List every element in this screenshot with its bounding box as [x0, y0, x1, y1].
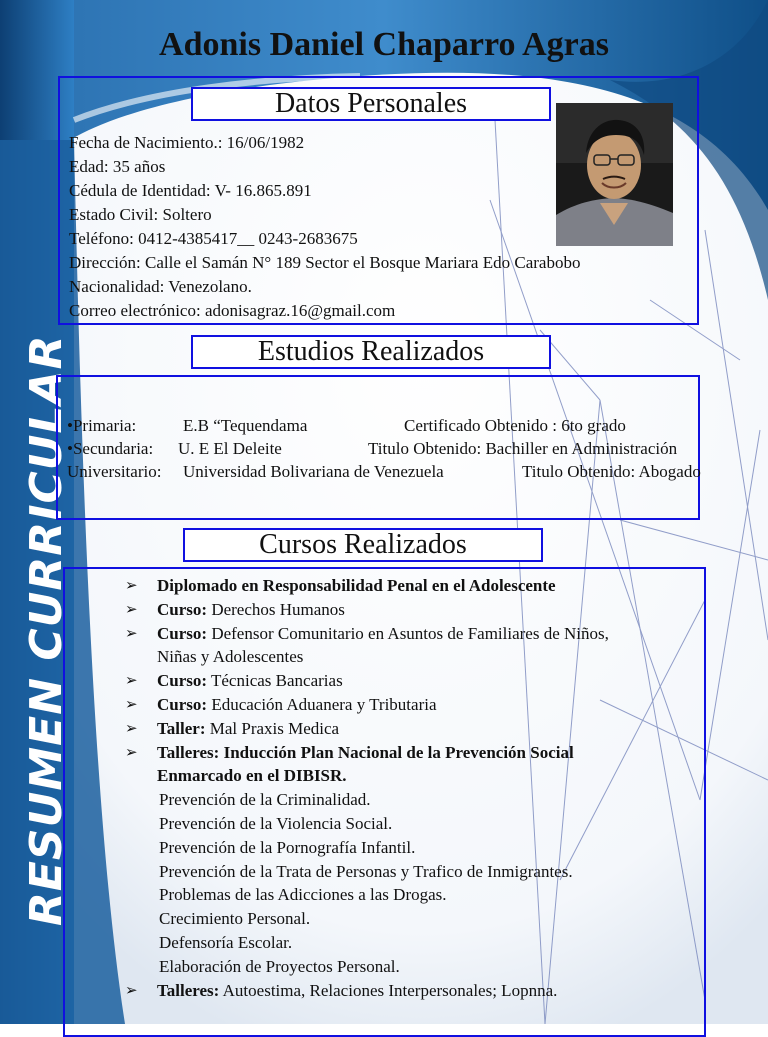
nationality: Nacionalidad: Venezolano.: [69, 277, 252, 296]
id-card: Cédula de Identidad: V- 16.865.891: [69, 181, 312, 200]
arrow-bullet-icon: ➢: [125, 980, 138, 999]
topic-item: Elaboración de Proyectos Personal.: [159, 956, 400, 976]
profile-photo: [556, 103, 673, 246]
list-item: ➢ Talleres: Inducción Plan Nacional de la Prevención Social Enmarcado en el DIBISR.: [125, 742, 574, 786]
topic-item: Prevención de la Criminalidad.: [159, 790, 371, 810]
email: Correo electrónico: adonisagraz.16@gmail.com: [69, 301, 396, 320]
arrow-bullet-icon: ➢: [125, 718, 138, 737]
list-item: ➢ Curso: Educación Aduanera y Tributaria: [125, 693, 609, 717]
civil-status: Estado Civil: Soltero: [69, 205, 212, 224]
arrow-bullet-icon: ➢: [125, 694, 138, 713]
list-item: ➢ Taller: Mal Praxis Medica: [125, 717, 609, 741]
studies-header: Estudios Realizados: [191, 335, 551, 369]
list-item: ➢ Diplomado en Responsabilidad Penal en el Adolescente: [125, 574, 609, 598]
personal-data-list: [69, 131, 580, 323]
study-level: •Secundaria:: [67, 439, 154, 458]
list-item: ➢ Curso: Técnicas Bancarias: [125, 669, 609, 693]
study-school: U. E El Deleite: [178, 439, 282, 458]
side-title: RESUMEN CURRICULAR: [21, 334, 72, 926]
study-level: Universitario:: [67, 462, 162, 481]
page-title: Adonis Daniel Chaparro Agras: [159, 26, 609, 63]
study-school: Universidad Bolivariana de Venezuela: [183, 462, 444, 481]
study-school: E.B “Tequendama: [183, 416, 308, 435]
topic-item: Problemas de las Adicciones a las Drogas.: [159, 885, 447, 905]
arrow-bullet-icon: ➢: [125, 623, 138, 642]
phone: Teléfono: 0412-4385417__ 0243-2683675: [69, 229, 358, 248]
arrow-bullet-icon: ➢: [125, 671, 138, 690]
list-item: ➢ Curso: Derechos Humanos: [125, 598, 609, 622]
topic-item: Crecimiento Personal.: [159, 909, 311, 929]
study-title: Certificado Obtenido : 6to grado: [404, 416, 626, 435]
topic-item: Prevención de la Violencia Social.: [159, 813, 393, 833]
courses-list: [125, 574, 609, 1002]
topic-item: Prevención de la Pornografía Infantil.: [159, 837, 416, 857]
arrow-bullet-icon: ➢: [125, 599, 138, 618]
study-level: •Primaria:: [67, 416, 137, 435]
address: Dirección: Calle el Samán N° 189 Sector el Bosque Mariara Edo Carabobo: [69, 253, 581, 272]
age: Edad: 35 años: [69, 157, 166, 176]
list-item: ➢ Talleres: Autoestima, Relaciones Interpersonales; Lopnna.: [125, 979, 609, 1003]
topic-item: Prevención de la Trata de Personas y Trafico de Inmigrantes.: [159, 861, 573, 881]
personal-data-header: Datos Personales: [191, 87, 551, 121]
birth-date: Fecha de Nacimiento.: 16/06/1982: [69, 133, 305, 152]
list-item: ➢ Curso: Defensor Comunitario en Asuntos de Familiares de Niños, Niñas y Adolescentes: [125, 623, 609, 667]
study-title: Titulo Obtenido: Abogado: [522, 462, 701, 481]
courses-header: Cursos Realizados: [183, 528, 543, 562]
study-title: Titulo Obtenido: Bachiller en Administración: [368, 439, 678, 458]
topic-item: Defensoría Escolar.: [159, 932, 293, 952]
arrow-bullet-icon: ➢: [125, 742, 138, 761]
arrow-bullet-icon: ➢: [125, 576, 138, 594]
